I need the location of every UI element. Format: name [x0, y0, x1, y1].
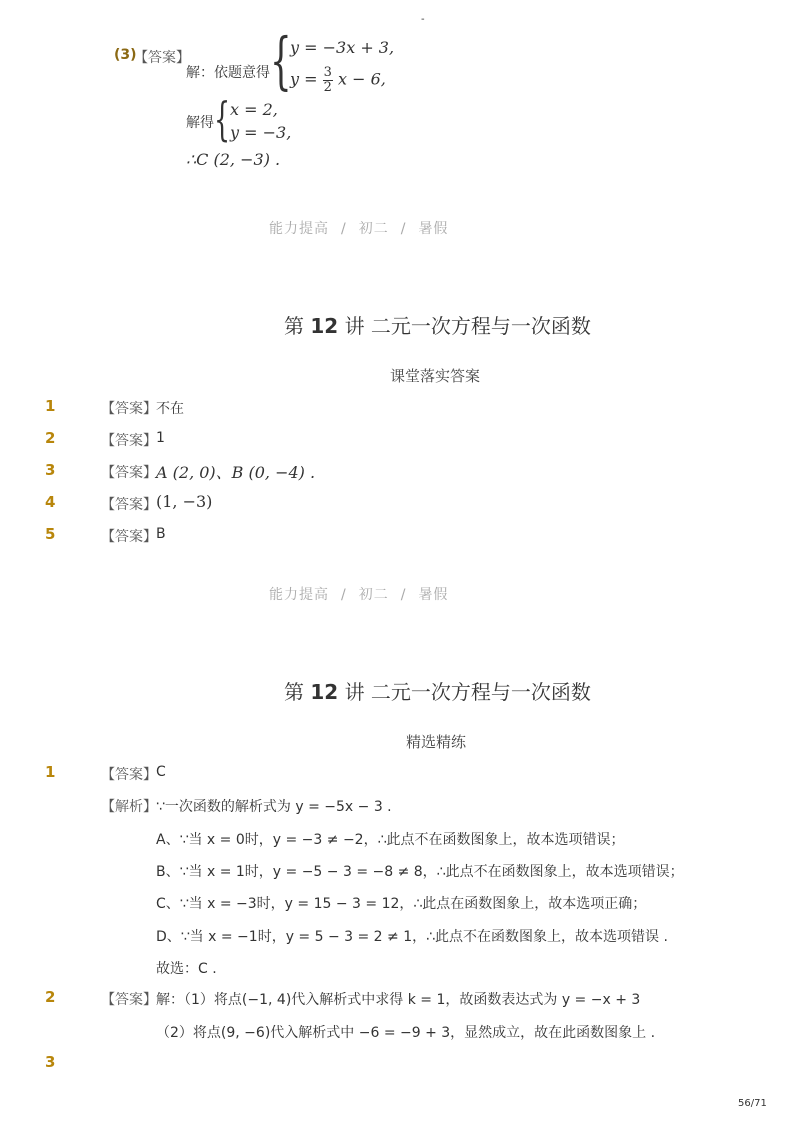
page-number: 56/71	[738, 1098, 767, 1109]
solution-brace: {	[214, 92, 231, 146]
answer-text: 不在	[156, 401, 184, 417]
footer-part-1: 能力提高	[269, 587, 329, 603]
answer-text: 1	[156, 430, 165, 446]
footer-sep: /	[400, 221, 407, 237]
equation-2-rhs: x − 6,	[338, 69, 386, 89]
analysis-tag: 【解析】	[101, 799, 157, 815]
answer-text: C	[156, 764, 166, 780]
fraction-numerator: 3	[323, 65, 332, 80]
question-number: 1	[45, 397, 56, 415]
solution-line-1: 解：（1）将点(−1, 4)代入解析式中求得 k = 1，故函数表达式为 y = −x + 3	[156, 992, 641, 1008]
fraction	[323, 66, 333, 94]
solution-x: x = 2,	[230, 100, 278, 119]
title-number: 12	[310, 680, 339, 704]
option-d: D、∵当 x = −1时，y = 5 − 3 = 2 ≠ 1，∴此点不在函数图象上，故本选项错误 .	[156, 929, 668, 945]
answer-text: A (2, 0)、B (0, −4) .	[156, 463, 316, 482]
equation-2	[290, 66, 386, 94]
footer-sep: /	[341, 221, 347, 237]
top-dash: -	[421, 14, 425, 25]
title-text: 讲 二元一次方程与一次函数	[344, 680, 591, 704]
footer-sep: /	[400, 587, 407, 603]
section-subtitle: 课堂落实答案	[390, 367, 481, 385]
answer-tag: 【答案】	[101, 465, 157, 481]
title-text: 讲 二元一次方程与一次函数	[344, 314, 591, 338]
solution-intro: 解：依题意得	[186, 65, 270, 81]
question-number: 3	[45, 1053, 56, 1071]
question-number: 3	[45, 461, 56, 479]
conclusion: ∴C (2, −3) .	[186, 150, 281, 169]
footer-part-3: 暑假	[418, 587, 449, 603]
footer-part-2: 初二	[358, 587, 389, 603]
answer-tag: 【答案】	[134, 50, 190, 66]
footer-sep: /	[341, 587, 347, 603]
solution-y: y = −3,	[230, 123, 292, 142]
question-number: 2	[45, 988, 56, 1006]
equation-2-lhs: y =	[290, 69, 318, 89]
final-choice: 故选：C .	[156, 961, 217, 977]
sub-question-label: (3)	[114, 47, 137, 63]
footer-part-1: 能力提高	[269, 221, 329, 237]
solve-label: 解得	[186, 115, 214, 131]
option-a: A、∵当 x = 0时，y = −3 ≠ −2，∴此点不在函数图象上，故本选项错误；	[156, 832, 625, 848]
section-title	[284, 310, 591, 339]
question-number: 2	[45, 429, 56, 447]
footer-part-3: 暑假	[418, 221, 449, 237]
answer-tag: 【答案】	[101, 992, 157, 1008]
title-prefix: 第	[284, 314, 304, 338]
analysis-text: ∵一次函数的解析式为 y = −5x − 3 .	[156, 799, 392, 815]
equation-1: y = −3x + 3,	[290, 38, 395, 57]
answer-tag: 【答案】	[101, 767, 157, 783]
page-footer	[269, 584, 448, 604]
section-title	[284, 676, 591, 705]
answer-tag: 【答案】	[101, 529, 157, 545]
question-number: 5	[45, 525, 56, 543]
option-b: B、∵当 x = 1时，y = −5 − 3 = −8 ≠ 8，∴此点不在函数图象上，故本选项错误；	[156, 864, 684, 880]
answer-text: (1, −3)	[156, 492, 213, 511]
fraction-denominator: 2	[323, 79, 332, 95]
answer-tag: 【答案】	[101, 401, 157, 417]
question-number: 1	[45, 763, 56, 781]
section-subtitle: 精选精练	[406, 733, 467, 751]
question-number: 4	[45, 493, 56, 511]
footer-part-2: 初二	[358, 221, 389, 237]
option-c: C、∵当 x = −3时，y = 15 − 3 = 12，∴此点在函数图象上，故本选项正确；	[156, 896, 647, 912]
page-footer	[269, 218, 448, 238]
answer-tag: 【答案】	[101, 497, 157, 513]
title-prefix: 第	[284, 680, 304, 704]
title-number: 12	[310, 314, 339, 338]
answer-text: B	[156, 526, 166, 542]
system-brace: {	[270, 24, 292, 97]
answer-tag: 【答案】	[101, 433, 157, 449]
solution-line-2: （2）将点(9, −6)代入解析式中 −6 = −9 + 3，显然成立，故在此函数图象上 .	[156, 1025, 656, 1041]
